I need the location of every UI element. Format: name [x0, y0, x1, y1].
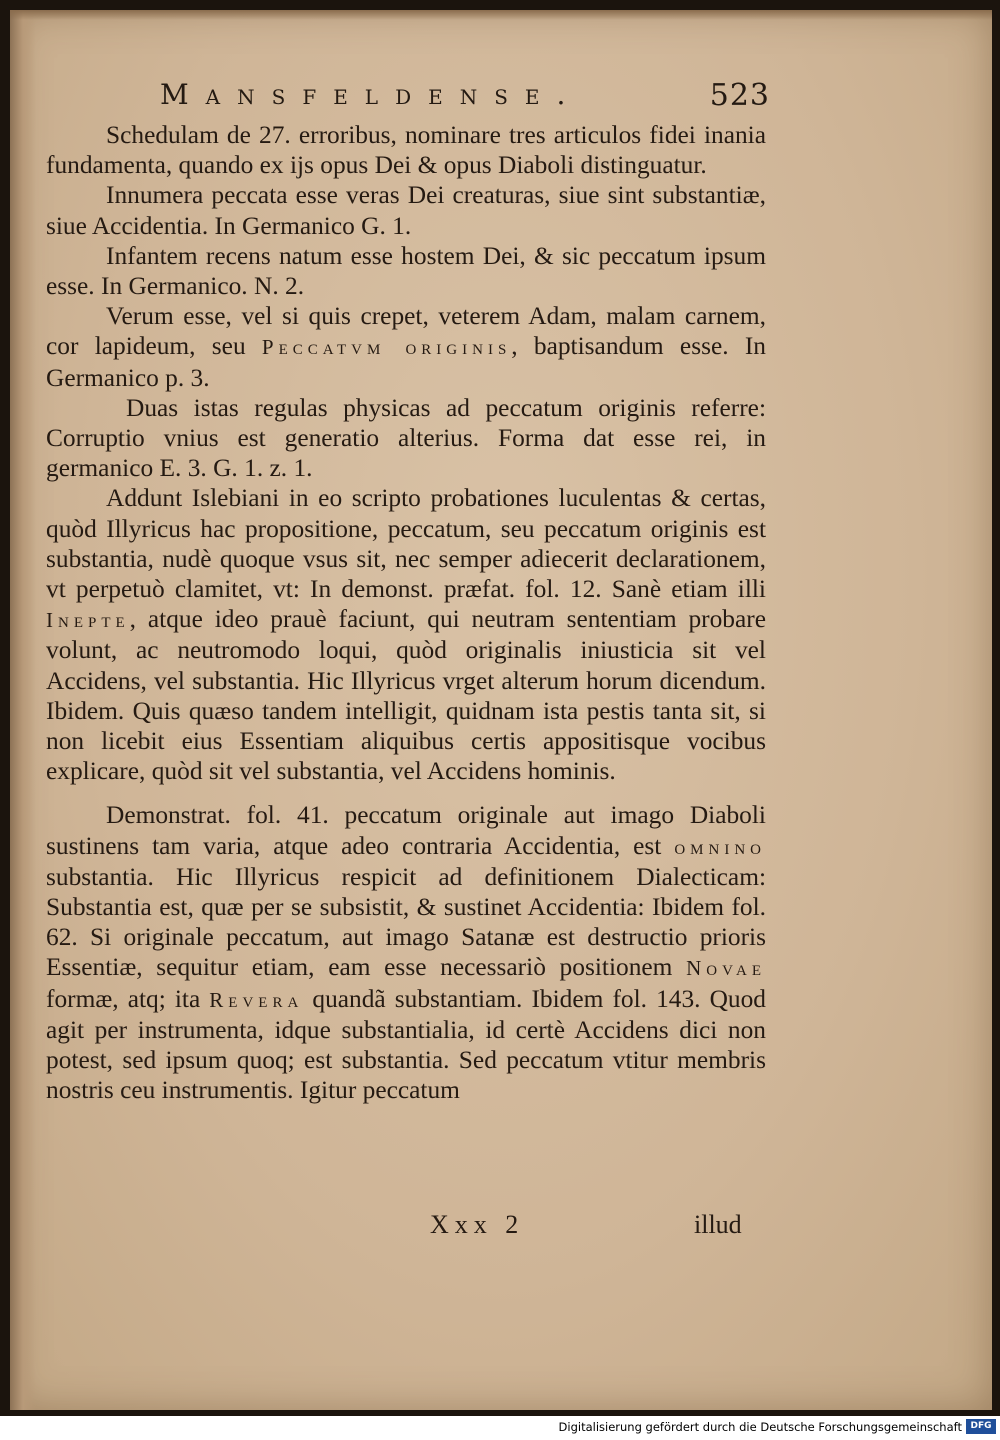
page-top-edge: [10, 10, 992, 20]
text-run: , atque ideo prauè faciunt, qui neutram sententiam probare volunt, ac neutromodo loqui, quòd originalis iniusticia sit vel Accidens, vel substantia. Hic Illyricus vrget alterum horum dicendum. Ibidem. Quis quæso tandem intelligit, quidnam ista pestis tanta sit, si non licebit eius Essentiam aliquibus certis appositisque vocibus explicare, quòd sit vel substantia, vel Accidens hominis.: [46, 605, 766, 786]
running-head: Mansfeldense.: [160, 78, 583, 111]
text-run: Infantem recens natum esse hostem Dei, & sic peccatum ipsum esse. In Germanico. N. 2.: [46, 241, 766, 301]
text-run: Schedulam de 27. erroribus, nominare tres articulos fidei inania fundamenta, quando ex ijs opus Dei & opus Diaboli distinguatur.: [46, 121, 766, 180]
small-caps-run: Revera: [209, 987, 304, 1012]
small-caps-run: Peccatvm originis: [261, 335, 512, 360]
dfg-logo-icon: DFG: [966, 1419, 996, 1434]
page-binding-edge: [10, 10, 36, 1410]
text-run: Duas istas regulas physicas ad peccatum originis referre: Corruptio vnius est generatio alterius. Forma dat esse rei, in germanico E. 3. G. 1. z. 1.: [46, 393, 766, 483]
text-run: quandã substantiam. Ibidem fol. 143. Quod agit per instrumenta, idque substantialia, id certè Accidens dici non potest, sed ipsum quoq; est substantia. Sed peccatum vtitur membris nostris ceu instrumentis. Igitur peccatum: [46, 984, 766, 1105]
catchword: illud: [694, 1210, 742, 1239]
small-caps-run: omnino: [674, 834, 766, 859]
small-caps-run: Inepte: [46, 608, 130, 633]
page-header: [160, 78, 770, 118]
paragraph-3: [46, 241, 766, 301]
paragraph-2: [46, 180, 766, 240]
paragraph-6: [46, 483, 766, 786]
signature-mark: Xxx 2: [430, 1210, 525, 1239]
text-run: Verum esse, vel si quis crepet, veterem Adam, malam carnem, cor lapideum, seu: [46, 302, 766, 361]
page-number: 523: [709, 78, 770, 113]
paragraph-7: [46, 800, 766, 1105]
small-caps-run: Novae: [686, 956, 766, 981]
paragraph-5: [46, 393, 766, 484]
text-run: formæ, atq; ita: [46, 984, 210, 1013]
text-run: , baptisandum esse. In Germanico p. 3.: [46, 332, 766, 392]
text-run: Innumera peccata esse veras Dei creaturas, siue sint substantiæ, siue Accidentia. In Germanico G. 1.: [46, 181, 766, 240]
text-run: Demonstrat. fol. 41. peccatum originale aut imago Diaboli sustinens tam varia, atque adeo contraria Accidentia, est: [46, 801, 766, 860]
text-run: Addunt Islebiani in eo scripto probationes luculentas & certas, quòd Illyricus hac propositione, peccatum, seu peccatum originis est substantia, nudè quoque vsus sit, nec semper adiecerit declarationem, vt perpetuò clamitet, vt: In demonst. præfat. fol. 12. Sanè etiam illi: [46, 484, 766, 604]
digitization-footer: [0, 1416, 1000, 1440]
body-text: [46, 120, 766, 1106]
text-run: substantia. Hic Illyricus respicit ad definitionem Dialecticam: Substantia est, quæ per se subsistit, & sustinet Accidentia: Ibidem fol. 62. Si originale peccatum, aut imago Satanæ est destructio prioris Essentiæ, sequitur etiam, eam esse necessariò positionem: [46, 862, 766, 982]
paragraph-1: [46, 120, 766, 180]
paragraph-4: [46, 301, 766, 393]
funding-notice: Digitalisierung gefördert durch die Deutsche Forschungsgemeinschaft: [558, 1420, 962, 1434]
book-page: [10, 10, 992, 1410]
